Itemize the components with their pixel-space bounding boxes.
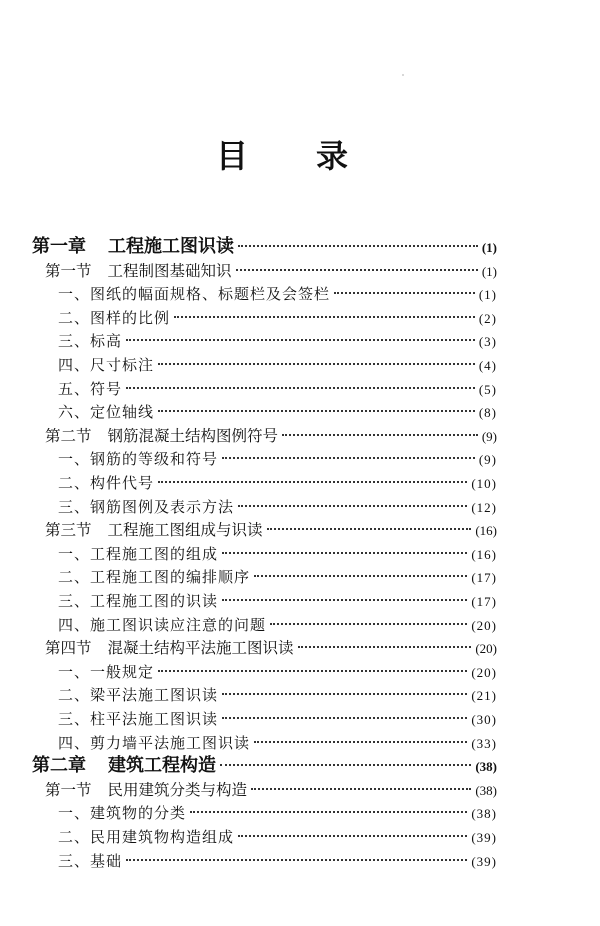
dot-leader [158, 670, 467, 672]
toc-entry-prefix: 三、 [58, 497, 91, 516]
toc-entry-page: (38) [475, 782, 497, 798]
dot-leader [222, 457, 475, 459]
toc-entry-prefix: 三、 [58, 851, 91, 870]
toc-entry-page: (1) [481, 263, 497, 279]
toc-entry-title: 工程施工图识读 [108, 236, 234, 257]
page-title [0, 134, 600, 178]
toc-entry-item[interactable] [58, 353, 497, 377]
dot-leader [126, 859, 467, 861]
toc-entry-item[interactable] [58, 329, 497, 353]
dot-leader [254, 575, 467, 577]
toc-entry-title: 剪力墙平法施工图识读 [90, 733, 251, 752]
dot-leader [251, 788, 471, 790]
toc-entry-page: (38) [471, 806, 497, 822]
toc-entry-page: (10) [471, 476, 497, 491]
toc-entry-page: (30) [471, 712, 497, 727]
toc-entry-prefix: 一、 [58, 450, 91, 469]
toc-entry-title: 混凝土结构平法施工图识读 [107, 639, 294, 658]
toc-entry-item[interactable] [58, 825, 497, 849]
toc-entry-item[interactable] [58, 447, 497, 471]
toc-entry-prefix: 一、 [58, 285, 91, 304]
toc-entry-prefix: 一、 [58, 804, 91, 823]
toc-entry-prefix: 二、 [58, 686, 91, 705]
toc-entry-item[interactable] [58, 849, 497, 873]
toc-entry-prefix: 一、 [58, 662, 91, 681]
dot-leader [236, 269, 478, 271]
toc-entry-item[interactable] [58, 613, 497, 637]
toc-entry-item[interactable] [58, 542, 497, 566]
toc-entry-item[interactable] [58, 683, 497, 707]
toc-entry-section[interactable] [45, 518, 497, 542]
dot-leader [158, 481, 467, 483]
toc-entry-page: (2) [478, 310, 497, 326]
toc-entry-title: 钢筋图例及表示方法 [90, 497, 235, 516]
toc-entry-section[interactable] [45, 424, 497, 448]
toc-entry-title: 符号 [90, 379, 123, 398]
dot-leader [158, 363, 475, 365]
toc-entry-item[interactable] [58, 377, 497, 401]
toc-entry-title: 柱平法施工图识读 [90, 710, 219, 728]
toc-entry-title: 工程施工图的识读 [90, 592, 219, 610]
dot-leader [126, 339, 475, 341]
toc-entry-title: 一般规定 [90, 662, 155, 681]
toc-entry-prefix: 第四节 [45, 639, 92, 658]
toc-entry-prefix: 第三节 [45, 521, 92, 540]
toc-entry-item[interactable] [58, 306, 497, 330]
dot-leader [270, 623, 467, 625]
toc-entry-prefix: 第二节 [45, 426, 92, 445]
toc-entry-section[interactable] [45, 778, 497, 802]
dot-leader [298, 646, 472, 648]
dot-leader [174, 316, 475, 318]
toc-entry-title: 建筑工程构造 [108, 755, 216, 777]
dot-leader [126, 387, 475, 389]
toc-entry-prefix: 三、 [58, 710, 91, 728]
toc-entry-page: (17) [471, 570, 497, 586]
dot-leader [334, 292, 475, 294]
toc-entry-prefix: 二、 [58, 308, 91, 327]
toc-entry-title: 工程施工图组成与识读 [107, 521, 263, 540]
toc-entry-page: (5) [478, 381, 497, 397]
toc-entry-title: 民用建筑分类与构造 [107, 780, 248, 799]
toc-entry-title: 尺寸标注 [90, 356, 155, 374]
toc-entry-prefix: 第一节 [45, 780, 92, 799]
toc-entry-prefix: 四、 [58, 733, 91, 752]
toc-entry-item[interactable] [58, 282, 497, 306]
dot-leader [254, 741, 467, 743]
toc-entry-page: (38) [475, 759, 497, 775]
toc-entry-prefix: 二、 [58, 568, 91, 587]
toc-entry-page: (1) [478, 287, 497, 303]
toc-entry-title: 基础 [90, 851, 123, 870]
toc-entry-title: 梁平法施工图识读 [90, 686, 219, 705]
toc-entry-page: (3) [478, 334, 497, 350]
toc-entry-page: (16) [475, 523, 497, 539]
toc-entry-item[interactable] [58, 801, 497, 825]
toc-entry-page: (17) [471, 594, 497, 609]
dot-leader [238, 245, 478, 247]
toc-entry-title: 民用建筑物构造组成 [90, 828, 235, 846]
dot-leader [222, 552, 467, 554]
toc-entry-prefix: 第一章 [32, 236, 86, 257]
toc-entry-page: (20) [475, 641, 497, 657]
toc-entry-page: (8) [478, 405, 497, 421]
toc-entry-item[interactable] [58, 565, 497, 589]
toc-entry-title: 工程施工图的组成 [90, 544, 219, 563]
dot-leader [222, 599, 467, 601]
dot-leader [222, 717, 467, 719]
dot-leader [267, 528, 472, 530]
toc-entry-page: (9) [478, 452, 497, 468]
toc-entry-page: (20) [471, 617, 497, 633]
toc-entry-prefix: 六、 [58, 403, 91, 422]
toc-entry-title: 钢筋混凝土结构图例符号 [107, 426, 279, 445]
title-char-1: 目 [216, 137, 249, 175]
toc-entry-item[interactable] [58, 660, 497, 684]
toc-entry-prefix: 五、 [58, 379, 91, 398]
toc-entry-item[interactable] [58, 731, 497, 755]
toc-entry-prefix: 二、 [58, 828, 91, 846]
toc-entry-chapter[interactable] [32, 754, 497, 778]
toc-entry-prefix: 四、 [58, 615, 91, 634]
toc-entry-page: (39) [471, 830, 497, 845]
toc-entry-item[interactable] [58, 495, 497, 519]
toc-entry-prefix: 第一节 [45, 261, 92, 280]
toc-entry-title: 施工图识读应注意的问题 [90, 615, 267, 634]
toc-entry-item[interactable] [58, 707, 497, 731]
toc-entry-chapter[interactable] [32, 235, 497, 259]
toc-entry-page: (16) [471, 546, 497, 562]
dot-leader [238, 505, 467, 507]
toc-entry-title: 工程施工图的编排顺序 [90, 568, 251, 587]
toc-entry-title: 定位轴线 [90, 403, 155, 422]
toc-entry-item[interactable] [58, 589, 497, 613]
title-char-2: 录 [316, 137, 349, 175]
dot-leader [238, 835, 467, 837]
dot-leader [158, 410, 475, 412]
toc-entry-prefix: 三、 [58, 592, 91, 610]
toc-entry-prefix: 四、 [58, 356, 91, 374]
toc-entry-section[interactable] [45, 259, 497, 283]
toc-entry-prefix: 三、 [58, 332, 91, 351]
toc-entry-page: (39) [471, 853, 497, 869]
toc-entry-title: 图纸的幅面规格、标题栏及会签栏 [90, 285, 331, 304]
toc-entry-title: 标高 [90, 332, 123, 351]
dot-leader [190, 811, 467, 813]
toc-entry-prefix: 第二章 [32, 755, 86, 777]
toc-entry-title: 钢筋的等级和符号 [90, 450, 219, 469]
scan-speck [402, 74, 404, 76]
toc-entry-page: (20) [471, 664, 497, 680]
toc-entry-title: 构件代号 [90, 474, 155, 492]
toc-entry-title: 图样的比例 [90, 308, 171, 327]
toc-entry-item[interactable] [58, 471, 497, 495]
dot-leader [222, 693, 467, 695]
toc-entry-item[interactable] [58, 400, 497, 424]
dot-leader [220, 764, 471, 766]
toc-entry-page: (21) [471, 688, 497, 704]
toc-entry-prefix: 一、 [58, 544, 91, 563]
toc-entry-page: (4) [478, 358, 497, 373]
toc-entry-section[interactable] [45, 636, 497, 660]
toc-entry-title: 建筑物的分类 [90, 804, 187, 823]
toc-entry-page: (9) [481, 428, 497, 444]
toc-entry-prefix: 二、 [58, 474, 91, 492]
toc-entry-page: (12) [471, 499, 497, 515]
toc-entry-title: 工程制图基础知识 [107, 261, 232, 280]
dot-leader [282, 434, 478, 436]
toc-entry-page: (1) [481, 240, 497, 255]
toc-entry-page: (33) [471, 735, 497, 751]
